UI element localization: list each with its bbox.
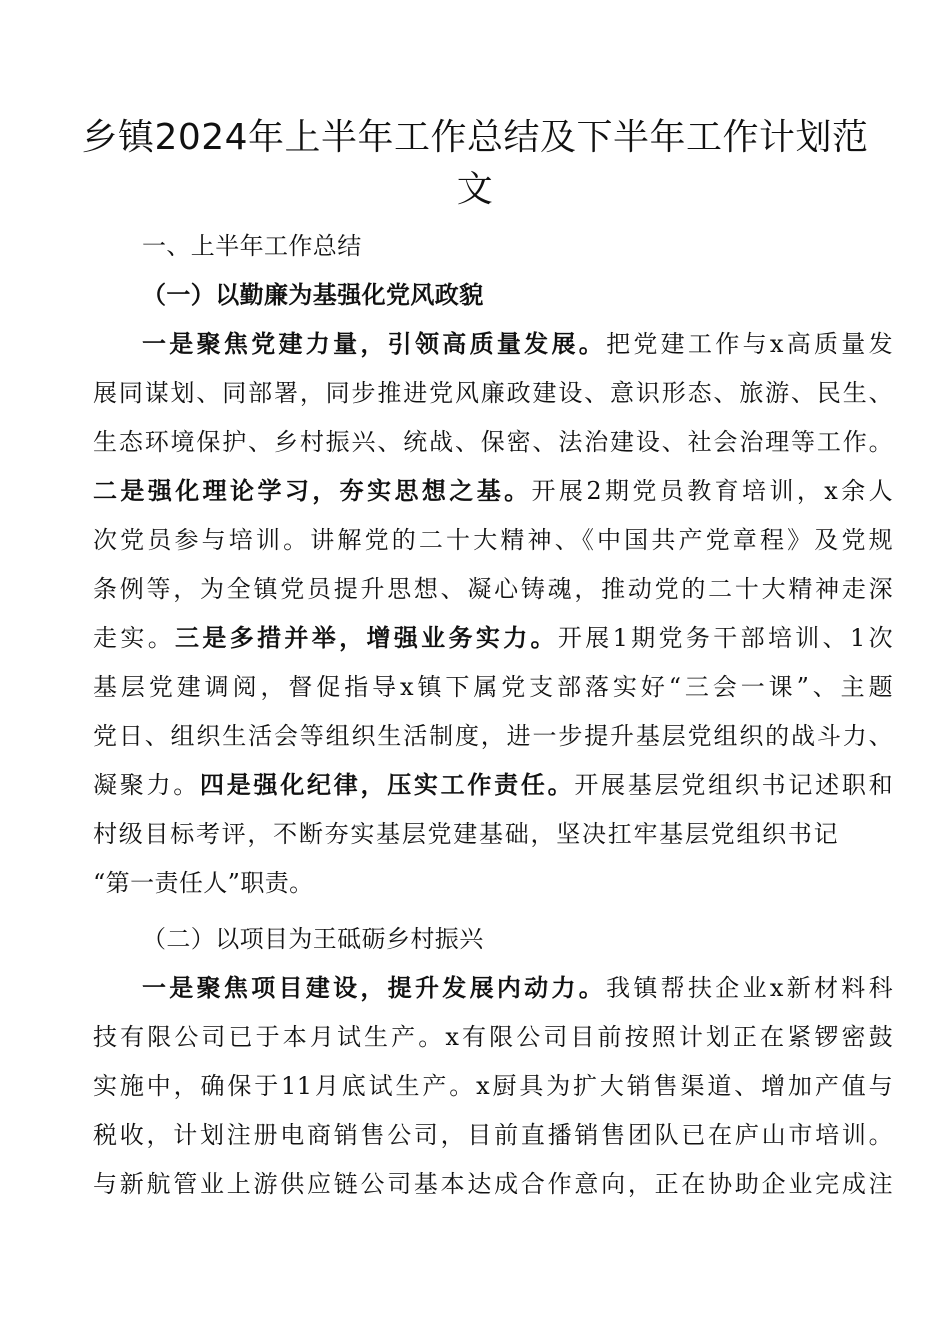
paragraph-line xyxy=(93,614,893,663)
text-run: 凝聚力。 xyxy=(93,771,200,799)
paragraph-line: 展同谋划、同部署，同步推进党风廉政建设、意识形态、旅游、民生、 xyxy=(93,379,893,407)
paragraph-line xyxy=(93,467,893,516)
paragraph-line: “第一责任人”职责。 xyxy=(93,869,314,897)
bold-lead: 一是聚焦党建力量，引领高质量发展。 xyxy=(142,330,607,358)
text-run: 走实。 xyxy=(93,624,176,652)
paragraph-line: 税收，计划注册电商销售公司，目前直播销售团队已在庐山市培训。 xyxy=(93,1121,893,1149)
text-run: 开展基层党组织书记述职和 xyxy=(574,771,893,799)
paragraph-line: 党日、组织生活会等组织生活制度，进一步提升基层党组织的战斗力、 xyxy=(93,722,893,750)
title-line-1: 乡镇2024年上半年工作总结及下半年工作计划范 xyxy=(81,117,869,158)
text-run: 开展1期党务干部培训、1次 xyxy=(557,624,893,652)
paragraph-line: 条例等，为全镇党员提升思想、凝心铸魂，推动党的二十大精神走深 xyxy=(93,575,893,603)
paragraph-line: 生态环境保护、乡村振兴、统战、保密、法治建设、社会治理等工作。 xyxy=(93,428,893,456)
paragraph-line: 基层党建调阅，督促指导x镇下属党支部落实好“三会一课”、主题 xyxy=(93,673,893,701)
subsection-heading-2: （二）以项目为王砥砺乡村振兴 xyxy=(142,925,484,953)
bold-lead: 一是聚焦项目建设，提升发展内动力。 xyxy=(142,974,607,1002)
text-run: 开展2期党员教育培训，x余人 xyxy=(531,477,894,505)
bold-lead: 四是强化纪律，压实工作责任。 xyxy=(199,771,575,799)
title-line-2: 文 xyxy=(456,169,494,210)
paragraph-line: 与新航管业上游供应链公司基本达成合作意向，正在协助企业完成注 xyxy=(93,1170,893,1198)
paragraph-line xyxy=(142,320,893,369)
paragraph-line: 实施中，确保于11月底试生产。x厨具为扩大销售渠道、增加产值与 xyxy=(93,1072,893,1100)
section-heading-1: 一、上半年工作总结 xyxy=(142,232,362,260)
bold-lead: 二是强化理论学习，夯实思想之基。 xyxy=(93,477,532,505)
paragraph-line xyxy=(142,964,893,1013)
paragraph-line: 村级目标考评，不断夯实基层党建基础，坚决扛牢基层党组织书记 xyxy=(93,820,838,848)
paragraph-line xyxy=(93,761,893,810)
bold-lead: 三是多措并举，增强业务实力。 xyxy=(175,624,558,652)
text-run: 把党建工作与x高质量发 xyxy=(606,330,893,358)
text-run: 我镇帮扶企业x新材料科 xyxy=(606,974,893,1002)
document-title xyxy=(60,112,890,216)
paragraph-line: 技有限公司已于本月试生产。x有限公司目前按照计划正在紧锣密鼓 xyxy=(93,1023,893,1051)
paragraph-line: 次党员参与培训。讲解党的二十大精神、《中国共产党章程》及党规 xyxy=(93,526,893,554)
subsection-heading-1: （一）以勤廉为基强化党风政貌 xyxy=(142,281,484,309)
